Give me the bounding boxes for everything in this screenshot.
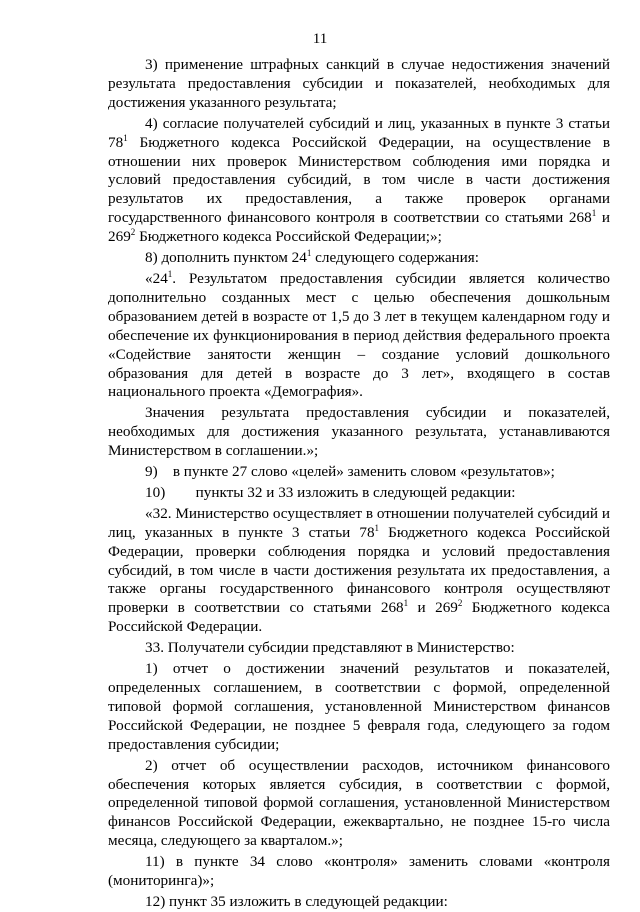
text-run: и 269 <box>408 599 458 617</box>
text-run: Бюджетного кодекса Российской Федерации, на осуществление в отношении них проверок Министерством соблюдения ими порядка и условий предоставления субсидий, в том числе в части достижения результатов их предоставления, а также проверок органами государственного финансового контроля в соответствии со статьями 268 <box>108 133 614 227</box>
text-run: Бюджетного кодекса Российской Федерации, проверки соблюдения порядка и условий предоставления субсидий, в том числе в части достижения результата их предоставления, а также органы государственного финансового контроля осуществляют проверки в соответствии со статьями 268 <box>108 523 614 617</box>
superscript: 1 <box>306 248 312 258</box>
paragraph <box>108 639 610 658</box>
text-run: 33. Получатели субсидии представляют в Министерство: <box>145 639 515 657</box>
paragraph <box>108 504 614 637</box>
text-run: «24 <box>145 269 168 287</box>
text-run: 9) в пункте 27 слово «целей» заменить словом «результатов»; <box>145 463 555 481</box>
superscript: 1 <box>167 268 173 279</box>
text-run: . Результатом предоставления субсидии является количество дополнительно созданных мест с целью обеспечения дошкольным образованием детей в возрасте от 1,5 до 3 лет в текущем календарном году и обеспечение их функционирования в период действия федерального проекта «Содействие занятости женщин – создание условий дошкольного образования для детей в возрасте до 3 лет», входящего в состав национального проекта «Демография». <box>108 269 614 401</box>
paragraph <box>108 756 614 852</box>
page-number: 11 <box>312 30 328 47</box>
paragraph <box>108 268 614 402</box>
text-run: 8) дополнить пунктом 24 <box>145 249 307 267</box>
text-run: 11) в пункте 34 слово «контроля» заменить словами «контроля (мониторинга)»; <box>108 853 614 890</box>
paragraph <box>108 893 610 912</box>
superscript: 2 <box>457 598 463 609</box>
paragraph <box>108 56 614 113</box>
text-run: Бюджетного кодекса Российской Федерации;»; <box>135 228 442 246</box>
paragraph <box>108 404 614 461</box>
text-run: 12) пункт 35 изложить в следующей редакции: <box>145 892 448 910</box>
paragraph <box>108 114 614 247</box>
paragraph <box>108 249 610 268</box>
paragraph <box>108 463 610 482</box>
text-run: 3) применение штрафных санкций в случае недостижения значений результата предоставления субсидии и показателей, необходимых для достижения указанного результата; <box>108 56 614 111</box>
paragraph <box>108 660 614 755</box>
text-run: Бюджетного кодекса Российской Федерации. <box>108 599 614 636</box>
document-body <box>108 56 614 912</box>
text-run: 2) отчет об осуществлении расходов, источником финансового обеспечения которых является субсидия, в соответствии с формой, определенной типовой формой соглашения, установленной Министерством финансов Российской Федерации, ежеквартально, не позднее 15-го числа месяца, следующего за кварталом.»; <box>108 756 614 850</box>
text-run: и 269 <box>108 209 614 246</box>
paragraph <box>108 484 610 503</box>
text-run: 1) отчет о достижении значений результатов и показателей, определенных соглашением, в соответствии с формой, определенной типовой формой соглашения, установленной Министерством финансов Российской Федерации, не позднее 5 февраля года, следующего за годом предоставления субсидии; <box>108 660 614 753</box>
superscript: 1 <box>123 132 128 143</box>
superscript: 1 <box>374 522 380 533</box>
superscript: 1 <box>591 208 597 219</box>
paragraph <box>108 853 614 891</box>
text-run: 10) пункты 32 и 33 изложить в следующей редакции: <box>145 483 516 501</box>
superscript: 2 <box>130 227 136 238</box>
text-run: 4) согласие получателей субсидий и лиц, указанных в пункте 3 статьи 78 <box>108 114 614 151</box>
text-run: Значения результата предоставления субсидии и показателей, необходимых для достижения указанного результата, устанавливаются Министерством в соглашении.»; <box>108 404 614 460</box>
text-run: «32. Министерство осуществляет в отношении получателей субсидий и лиц, указанных в пункте 3 статьи 78 <box>108 504 614 541</box>
superscript: 1 <box>403 598 409 609</box>
text-run: следующего содержания: <box>311 249 480 267</box>
